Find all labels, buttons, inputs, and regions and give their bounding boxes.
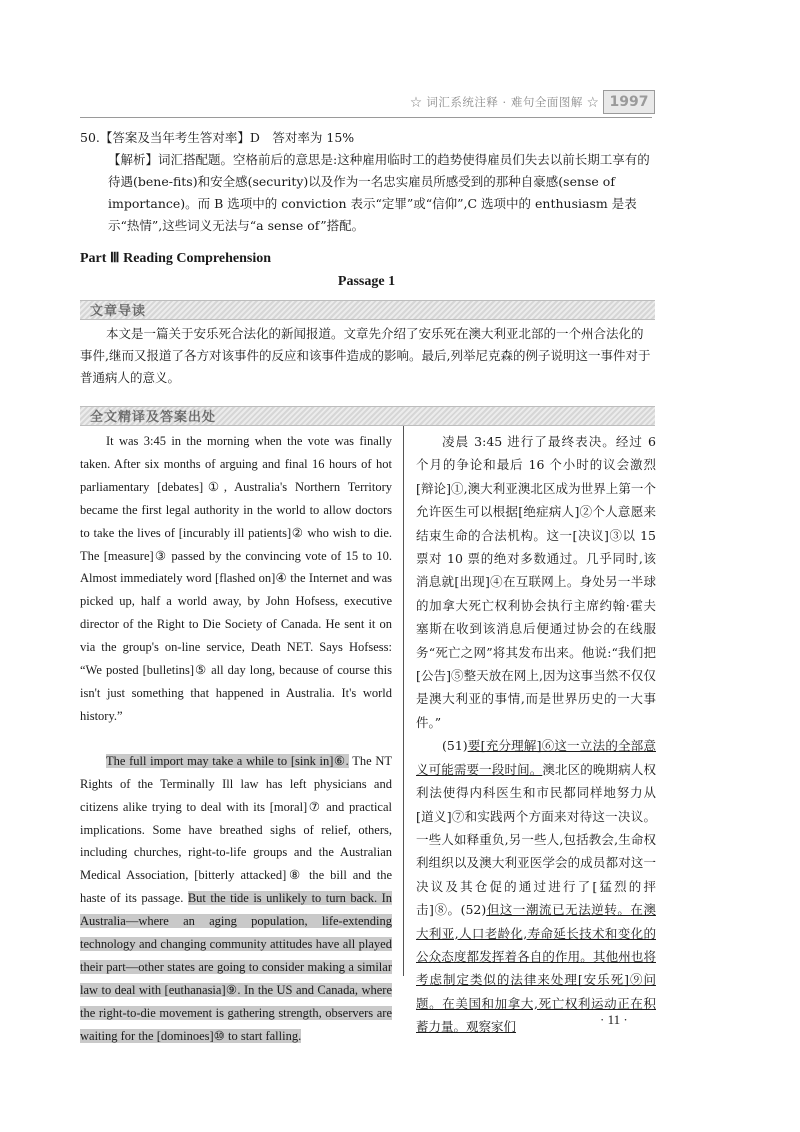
section-band-translation: [80, 406, 655, 426]
section-label-translation: 全文精译及答案出处: [90, 410, 217, 425]
analysis-text: 【解析】词汇搭配题。空格前后的意思是:这种雇用临时工的趋势使得雇员们失去以前长期工享有的待遇(bene-fits)和安全感(security)以及作为一名忠实雇员所感受到的那种自豪感(sense of importance)。而 B 选项中的 conviction 表示“定罪”或“信仰”,C 选项中的 enthusiasm 是表示“热情”,这些词义无法与“a sense of”搭配。: [108, 152, 650, 233]
chinese-paragraph-1: 凌晨 3:45 进行了最终表决。经过 6 个月的争论和最后 16 个小时的议会激烈[辩论]①,澳大利亚澳北区成为世界上第一个允许医生可以根据[绝症病人]②个人意愿来结束生命的合法机构。这一[决议]③以 15 票对 10 票的绝对多数通过。几乎同时,该消息就[出现]④在互联网上。身处另一半球的加拿大死亡权利协会执行主席约翰·霍夫塞斯在收到该消息后便通过协会的在线服务“死亡之网”将其发布出来。他说:“我们把[公告]⑤整天放在网上,因为这事当然不仅仅是澳大利亚的事情,而是世界历史的一大事件。”: [416, 434, 656, 730]
intro-paragraph: 本文是一篇关于安乐死合法化的新闻报道。文章先介绍了安乐死在澳大利亚北部的一个州合法化的事件,继而又报道了各方对该事件的反应和该事件造成的影响。最后,列举尼克森的例子说明这一事件对于普通病人的意义。: [80, 326, 651, 385]
section-label-intro: 文章导读: [90, 304, 147, 319]
section-band-intro: [80, 300, 655, 320]
english-column: [80, 430, 392, 1048]
chinese-column: [416, 430, 656, 1039]
question-marker-51: (51): [442, 738, 468, 754]
underlined-translation-52: 但这一潮流已无法逆转。在澳大利亚,人口老龄化,寿命延长技术和变化的公众态度都发挥着各自的作用。其他州也将考虑制定类似的法律来处理[安乐死]⑨问题。在美国和加拿大,死亡权利运动正在积蓄力量。观察家们: [416, 902, 656, 1035]
part-heading: Part Ⅲ Reading Comprehension: [80, 251, 272, 266]
page-number: · 11 ·: [600, 1012, 628, 1027]
year-badge: 1997: [603, 90, 655, 114]
highlighted-sentence-51: The full import may take a while to [sink in]⑥.: [106, 753, 349, 768]
english-paragraph-1: It was 3:45 in the morning when the vote was finally taken. After six months of arguing and final 16 hours of hot parliamentary [debates]①, Australia's Northern Territory became the first legal authority in the world to allow doctors to take the lives of [incurably ill patients]② who wish to die. The [measure]③ passed by the convincing vote of 15 to 10. Almost immediately word [flashed on]④ the Internet and was picked up, half a world away, by John Hofsess, executive director of the Right to Die Society of Canada. He sent it on via the group's on-line service, Death NET. Says Hofsess: “We posted [bulletins]⑤ all day long, because of course this isn't just something that happened in Australia. It's world history.”: [80, 434, 392, 723]
chinese-paragraph-2: [416, 734, 656, 1038]
english-paragraph-2-middle: The NT Rights of the Terminally Ill law has left physicians and citizens alike trying to deal with its [moral]⑦ and practical implications. Some have breathed sighs of relief, others, including churches, right-to-life groups and the Australian Medical Association, [bitterly attacked]⑧ the bill and the haste of its passage.: [80, 753, 392, 906]
column-divider: [403, 426, 404, 976]
highlighted-sentence-52: But the tide is unlikely to turn back. In Australia—where an aging population, life-extending technology and changing community attitudes have all played their part—other states are going to consider making a similar law to deal with [euthanasia]⑨. In the US and Canada, where the right-to-die movement is gathering strength, observers are waiting for the [dominoes]⑩ to start falling.: [80, 891, 392, 1043]
running-header: [400, 90, 655, 114]
chinese-paragraph-2-middle: 澳北区的晚期病人权利法使得内科医生和市民都同样地努力从[道义]⑦和实践两个方面来对待这一决议。一些人如释重负,另一些人,包括教会,生命权利组织以及澳大利亚医学会的成员都对这一决议及其仓促的通过进行了[猛烈的抨击]⑧。(52): [416, 761, 656, 918]
underlined-translation-51: 要[充分理解]⑥这一立法的全部意义可能需要一段时间。: [416, 738, 656, 777]
running-title: ☆ 词汇系统注释 · 难句全面图解 ☆: [410, 95, 599, 109]
question-50: [80, 127, 655, 237]
english-paragraph-2: [80, 750, 392, 1048]
answer-line: 50.【答案及当年考生答对率】D 答对率为 15%: [80, 130, 355, 145]
passage-title: Passage 1: [337, 274, 396, 289]
header-rule: [80, 117, 652, 118]
